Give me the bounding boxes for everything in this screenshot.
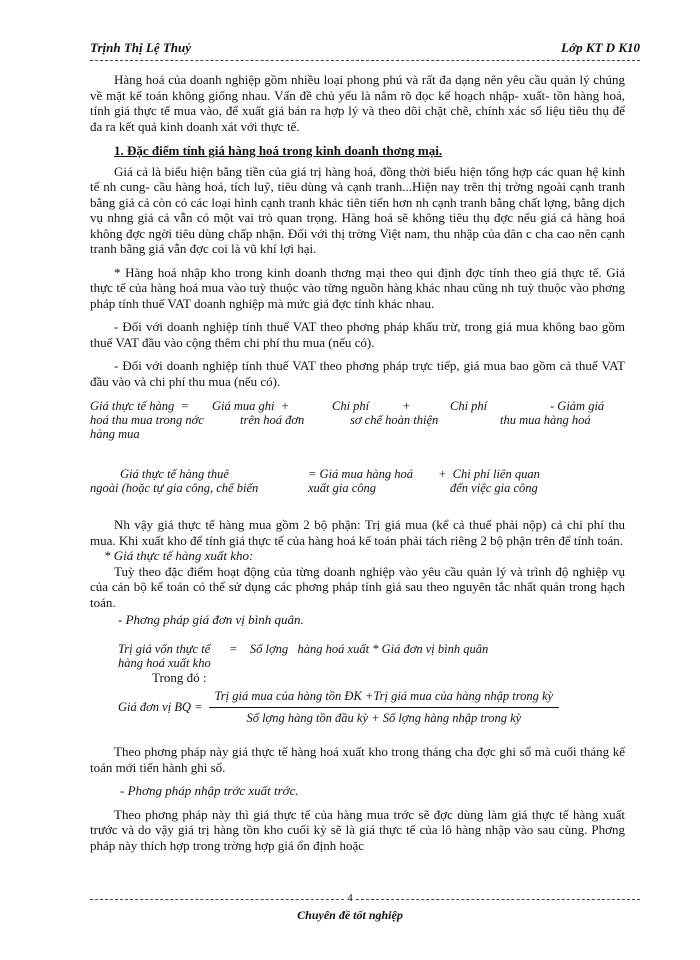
paragraph-import-price: * Hàng hoá nhập kho trong kinh doanh thơng mại theo qui định đợc tính theo giá thực tế. Giá thực tế của hàng hoá mua vào tuỳ thuộc vào từng nguồn hàng khác nhau cũng nh tuỳ thuộc vào phơng pháp tính thuế VAT doanh nghiệp mà mức giá đợc tính khác nhau. — [90, 264, 625, 311]
footer-title: Chuyên đề tốt nghiệp — [297, 908, 403, 922]
formula-2-term: Giá thực tế hàng thuê — [120, 467, 229, 481]
fraction-denominator: Số lợng hàng tồn đầu kỳ + Số lợng hàng nhập trong kỳ — [246, 711, 522, 725]
fraction-numerator: Trị giá mua của hàng tồn ĐK +Trị giá mua của hàng nhập trong kỳ — [209, 689, 560, 708]
formula-1-term: + — [402, 399, 411, 413]
formula-1-term: sơ chế hoàn thiện — [350, 413, 439, 427]
page-number-text: 4 — [347, 892, 353, 904]
label-trong-do: Trong đó : — [152, 669, 207, 685]
formula-1-term: thu mua hàng hoá — [500, 413, 591, 427]
formula-1-term: Giá thực tế hàng = — [90, 399, 189, 413]
formula-2-term: + Chi phí liên quan — [438, 467, 540, 481]
formula-1-term: trên hoá đơn — [240, 413, 305, 427]
formula-2-term: xuất gia công — [308, 481, 377, 495]
formula-1-term: Chi phí — [332, 399, 370, 413]
paragraph-direct-method: - Đối với doanh nghiệp tính thuế VAT theo phơng pháp trực tiếp, giá mua bao gồm cả thuế VAT đầu vào và chi phí thu mua (nếu có). — [90, 358, 625, 389]
paragraph-average-method-note: Theo phơng pháp này giá thực tế hàng hoá xuất kho trong tháng cha đợc ghi sổ mà cuối tháng kế toán mới tiến hành ghi sổ. — [90, 744, 625, 775]
formula-1-term: Giá mua ghi + — [212, 399, 290, 413]
intro-paragraph: Hàng hoá của doanh nghiệp gồm nhiều loại phong phú và rất đa dạng nên yêu cầu quản lý chúng về mặt kế toán không giống nhau. Vấn đề chủ yếu là nắm rõ đọc kế hoạch nhập- xuất- tồn hàng hoá, tính giá thực tế mua vào, để xuất giá bán ra hợp lý và theo dõi chặt chẽ, chính xác số liệu tiêu thụ để đa ra kết quả kinh doanh xát với thực tế. — [90, 72, 625, 134]
paragraph-export-methods: Tuỳ theo đặc điểm hoạt động của từng doanh nghiệp vào yêu cầu quản lý và trình độ nghiệp vụ của cán bộ kế toán có thể sử dụng các phơng pháp tính giá sau theo nguyên tắc nhất quán trong hạch toán. — [90, 563, 625, 610]
formula-2-term: ngoài (hoặc tự gia công, chế biến — [90, 481, 259, 495]
header-class: Lớp KT D K10 — [561, 40, 640, 55]
formula-1-term: Chi phí — [450, 399, 488, 413]
formula-domestic-purchase — [90, 399, 625, 441]
formula-1-term: hoá thu mua trong nớc — [90, 413, 204, 427]
formula-cost-of-goods — [90, 642, 625, 670]
formula-average-unit-price — [90, 689, 625, 726]
page-number — [0, 892, 700, 904]
header-author: Trịnh Thị Lệ Thuỷ — [90, 40, 192, 55]
paragraph-price: Giá cả là biểu hiện bằng tiền của giá trị hàng hoá, đồng thời biểu hiện tổng hợp các quan hệ kinh tế nh cung- cầu hàng hoá, tích luỹ, tiêu dùng và cạnh tranh...Hiện nay trên thị trờng ngoài cạnh tranh bằng giá cả còn có các loại hình cạnh tranh khác tiên tiến hơn nh cạnh tranh bằng chất lợng, bằng dịch vụ nhng giá cả vẫn có một vai trò quan trọng. Hàng hoá sẽ không tiêu thụ đợc nếu giá cả hàng hoá không đợc ngời tiêu dùng chấp nhận. Đối với thị trờng Việt nam, thu nhập của dân c cha cao nên cạnh tranh bằng giá vẫn đợc coi là vũ khí lợi hại. — [90, 163, 625, 256]
document-body — [90, 72, 625, 853]
formula-2-term: đến việc gia công — [450, 481, 538, 495]
paragraph-fifo: Theo phơng pháp này thì giá thực tế của hàng mua trớc sẽ đợc dùng làm giá thực tế hàng xuất trước và do vậy giá trị hàng tồn kho cuối kỳ sẽ là giá thực tế của lô hàng nhập vào sau cùng. Phơng pháp này thích hợp trong trờng hợp giá ổn định hoặc — [90, 806, 625, 853]
header-rule — [90, 60, 640, 61]
paragraph-deduction-method: - Đối với doanh nghiệp tính thuế VAT theo phơng pháp khấu trừ, trong giá mua không bao gồm thuế VAT đầu vào cộng thêm chi phí thu mua (nếu có). — [90, 319, 625, 350]
formula-1-term: - Giảm giá — [550, 399, 605, 413]
formula-outsourced-processing — [90, 467, 625, 495]
fraction-label: Giá đơn vị BQ = — [118, 700, 203, 714]
subheading-export-price: * Giá thực tế hàng xuất kho: — [104, 548, 254, 563]
section-title: 1. Đặc điểm tính giá hàng hoá trong kinh doanh thơng mại. — [114, 143, 443, 158]
fraction — [209, 689, 560, 726]
paragraph-purchase-components: Nh vậy giá thực tế hàng mua gồm 2 bộ phận: Trị giá mua (kể cả thuế phải nộp) cả chi phí thu mua. Khi xuất kho để tính giá thực tế của hàng hoá kế toán phải tách riêng 2 bộ phận trên để tính toán. — [90, 517, 625, 548]
method-fifo: - Phơng pháp nhập trớc xuất trớc. — [120, 783, 299, 798]
formula-2-term: = Giá mua hàng hoá — [308, 467, 413, 481]
formula-1-term: hàng mua — [90, 427, 140, 441]
method-average-price: - Phơng pháp giá đơn vị bình quân. — [118, 612, 304, 627]
formula-3-line: Trị giá vốn thực tế = Số lợng hàng hoá xuất * Giá đơn vị bình quân — [118, 641, 489, 656]
formula-3-line: hàng hoá xuất kho — [118, 655, 211, 670]
